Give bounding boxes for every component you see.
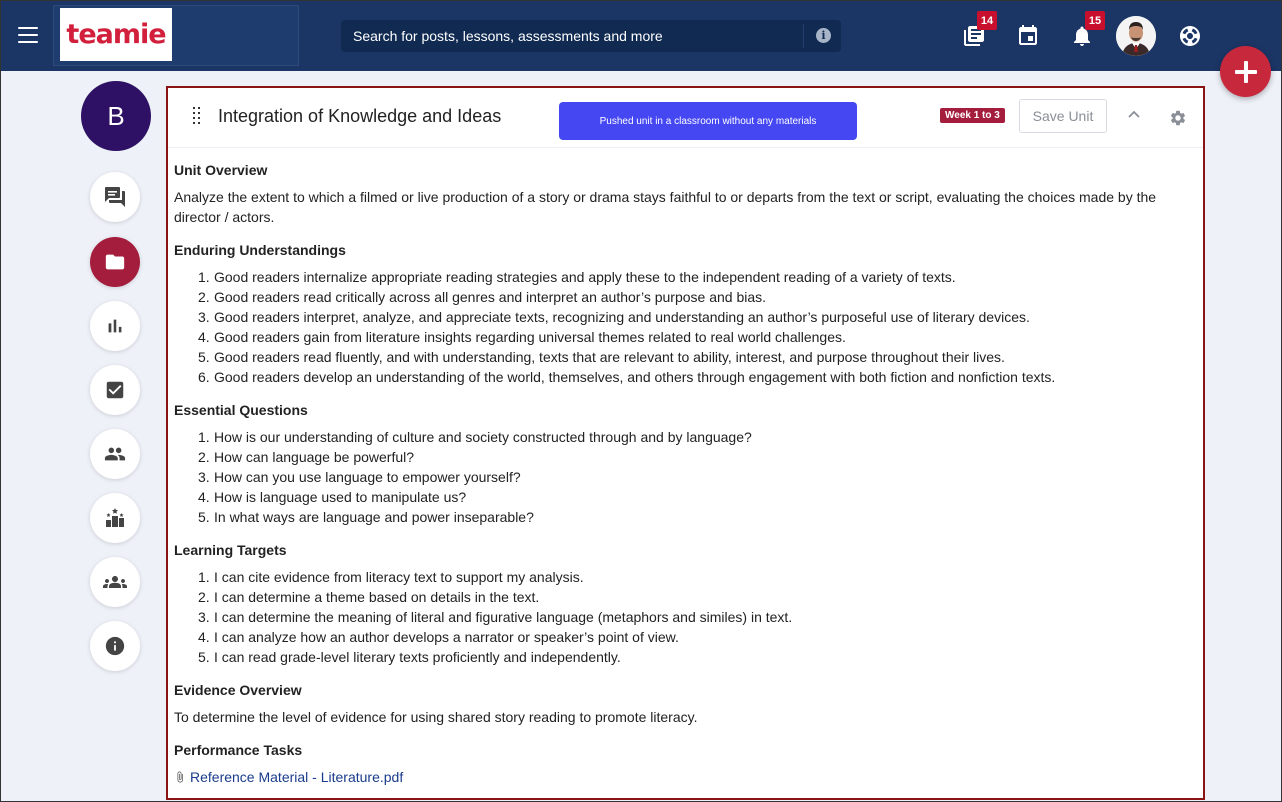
understandings-list <box>174 267 1197 387</box>
attachment-link[interactable] <box>174 767 1197 787</box>
list-item: 1. I can cite evidence from literacy text to support my analysis. <box>198 569 584 585</box>
people-icon <box>104 443 126 465</box>
list-item: 1. Good readers internalize appropriate reading strategies and apply these to the independent reading of a variety of texts. <box>198 269 956 285</box>
list-item-text: Good readers gain from literature insights regarding universal themes related to real world challenges. <box>214 329 846 345</box>
list-item-text: I can analyze how an author develops a narrator or speaker’s point of view. <box>214 629 679 645</box>
list-item: 4. I can analyze how an author develops a narrator or speaker’s point of view. <box>198 629 679 645</box>
list-item: 5. Good readers read fluently, and with understanding, texts that are relevant to ability, interest, and purpose throughout their lives. <box>198 349 1005 365</box>
sidebar-item-info[interactable] <box>90 621 140 671</box>
checkbox-icon <box>104 379 126 401</box>
gear-icon[interactable] <box>1169 109 1187 127</box>
list-item-text: How can you use language to empower yourself? <box>214 469 521 485</box>
questions-list <box>174 427 1197 527</box>
chat-icon <box>103 185 127 209</box>
list-item: 3. I can determine the meaning of literal and figurative language (metaphors and similes) in text. <box>198 609 793 625</box>
list-item: 4. Good readers gain from literature insights regarding universal themes related to real world challenges. <box>198 329 846 345</box>
groups-icon <box>103 570 127 594</box>
plus-icon-vertical <box>1244 61 1248 83</box>
week-badge: Week 1 to 3 <box>940 108 1005 123</box>
section-heading: Evidence Overview <box>174 682 302 698</box>
classroom-avatar[interactable]: B <box>81 81 151 151</box>
menu-icon[interactable] <box>18 27 38 43</box>
unit-title: Integration of Knowledge and Ideas <box>218 106 502 126</box>
notifications-badge: 15 <box>1085 11 1105 30</box>
list-item-text: Good readers interpret, analyze, and appreciate texts, recognizing and understanding an author’s purposeful use of literary devices. <box>214 309 1030 325</box>
list-item: 3. How can you use language to empower yourself? <box>198 469 521 485</box>
list-item-text: How can language be powerful? <box>214 449 415 465</box>
sidebar-item-groups[interactable] <box>90 557 140 607</box>
unit-header <box>168 88 1203 148</box>
posts-badge: 14 <box>977 11 997 30</box>
sidebar-item-materials[interactable] <box>90 237 140 287</box>
podium-icon <box>103 506 127 530</box>
logo[interactable] <box>60 8 172 61</box>
attachment-name[interactable]: Reference Material - Literature.pdf <box>190 769 404 785</box>
search-divider <box>803 24 804 48</box>
list-item-text: I can read grade-level literary texts proficiently and independently. <box>214 649 621 665</box>
top-bar <box>0 0 1282 71</box>
save-unit-button[interactable]: Save Unit <box>1019 99 1107 133</box>
list-item: 6. Good readers develop an understanding of the world, themselves, and others through engagement with both fiction and nonfiction texts. <box>198 369 1056 385</box>
targets-list <box>174 567 1197 667</box>
list-item: 2. I can determine a theme based on details in the text. <box>198 589 540 605</box>
section-heading: Unit Overview <box>174 162 268 178</box>
user-avatar[interactable] <box>1116 16 1156 56</box>
list-item: 5. In what ways are language and power inseparable? <box>198 509 534 525</box>
unit-overview-text: Analyze the extent to which a filmed or live production of a story or drama stays faithful to or departs from the text or script, evaluating the choices made by the director / actors. <box>174 189 1157 225</box>
pushed-unit-banner: Pushed unit in a classroom without any materials <box>559 102 857 140</box>
bar-chart-icon <box>104 315 126 337</box>
list-item: 3. Good readers interpret, analyze, and appreciate texts, recognizing and understanding an author’s purposeful use of literary devices. <box>198 309 1030 325</box>
help-icon[interactable] <box>1178 24 1202 48</box>
sidebar-item-users[interactable] <box>90 429 140 479</box>
calendar-icon[interactable] <box>1016 24 1040 48</box>
drag-handle-icon[interactable] <box>192 106 202 126</box>
list-item-text: Good readers internalize appropriate reading strategies and apply these to the independent reading of a variety of texts. <box>214 269 956 285</box>
list-item: 2. How can language be powerful? <box>198 449 415 465</box>
list-item-text: How is language used to manipulate us? <box>214 489 467 505</box>
logo-area[interactable] <box>53 5 299 66</box>
list-item-text: I can determine the meaning of literal and figurative language (metaphors and similes) in text. <box>214 609 793 625</box>
section-heading: Enduring Understandings <box>174 242 346 258</box>
evidence-overview-text: To determine the level of evidence for using shared story reading to promote literacy. <box>174 709 698 725</box>
search-bar[interactable] <box>341 20 841 52</box>
search-input[interactable]: Search for posts, lessons, assessments and more <box>353 28 663 44</box>
list-item-text: In what ways are language and power inseparable? <box>214 509 534 525</box>
sidebar-item-assessments[interactable] <box>90 365 140 415</box>
logo-text: teamie <box>66 19 166 50</box>
sidebar-item-leaderboard[interactable] <box>90 493 140 543</box>
folder-icon <box>104 251 126 273</box>
chevron-up-icon[interactable] <box>1126 108 1142 120</box>
list-item: 5. I can read grade-level literary texts proficiently and independently. <box>198 649 621 665</box>
section-heading: Performance Tasks <box>174 742 303 758</box>
list-item-text: Good readers develop an understanding of the world, themselves, and others through engagement with both fiction and nonfiction texts. <box>214 369 1056 385</box>
unit-content <box>168 148 1203 787</box>
search-info-icon[interactable]: i <box>816 28 831 43</box>
paperclip-icon <box>174 770 186 784</box>
list-item: 4. How is language used to manipulate us? <box>198 489 467 505</box>
list-item-text: I can determine a theme based on details in the text. <box>214 589 540 605</box>
user-photo-icon <box>1116 16 1156 56</box>
unit-card <box>166 86 1205 800</box>
list-item-text: I can cite evidence from literacy text to support my analysis. <box>214 569 584 585</box>
sidebar-item-gradebook[interactable] <box>90 301 140 351</box>
info-icon <box>104 635 126 657</box>
add-button[interactable] <box>1220 46 1271 97</box>
list-item: 2. Good readers read critically across all genres and interpret an author’s purpose and bias. <box>198 289 767 305</box>
section-heading: Essential Questions <box>174 402 308 418</box>
sidebar-item-posts[interactable] <box>90 172 140 222</box>
list-item-text: Good readers read fluently, and with understanding, texts that are relevant to ability, interest, and purpose throughout their lives. <box>214 349 1005 365</box>
list-item-text: How is our understanding of culture and society constructed through and by language? <box>214 429 752 445</box>
list-item: 1. How is our understanding of culture and society constructed through and by language? <box>198 429 752 445</box>
list-item-text: Good readers read critically across all genres and interpret an author’s purpose and bias. <box>214 289 767 305</box>
section-heading: Learning Targets <box>174 542 287 558</box>
